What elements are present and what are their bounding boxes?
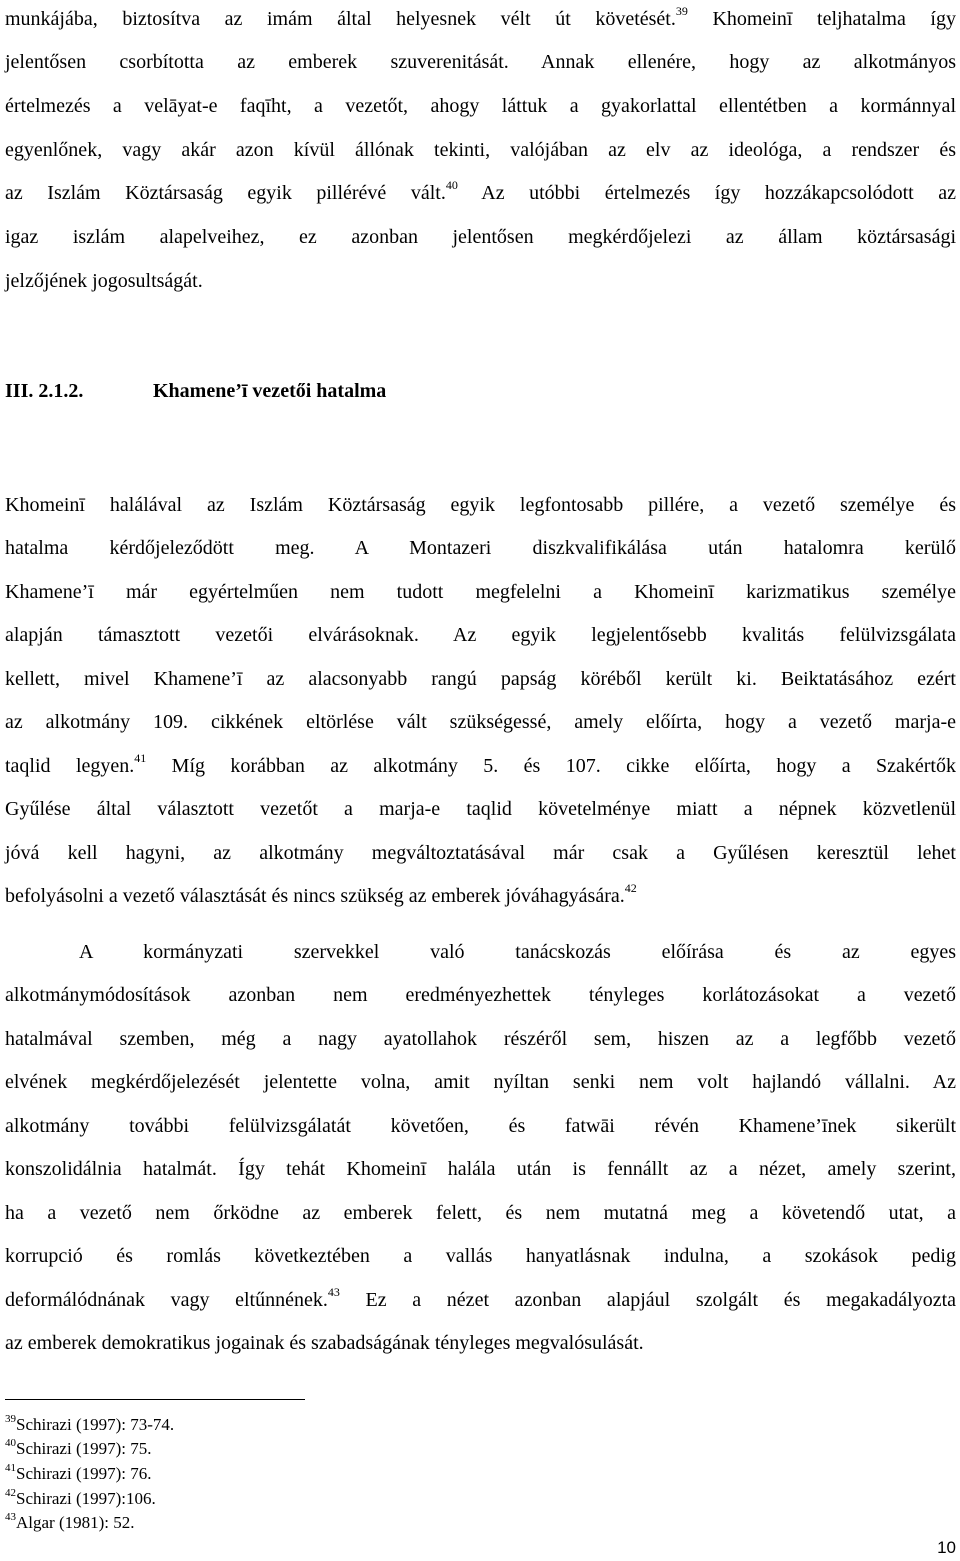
- footnote-ref[interactable]: 40: [445, 178, 458, 192]
- footnote-number: 42: [5, 1487, 16, 1499]
- footnote-ref[interactable]: 39: [675, 4, 688, 18]
- text-run: munkájába, biztosítva az imám által helyesnek vélt út követését.: [5, 8, 676, 30]
- body-line: ha a vezető nem őrködne az emberek felett, és nem mutatná meg a követendő utat, a: [5, 1202, 956, 1224]
- footnote-text: Schirazi (1997): 73-74.: [16, 1415, 175, 1434]
- footnote-number: 41: [5, 1462, 16, 1474]
- body-line: hatalma kérdőjeleződött meg. A Montazeri diszkvalifikálása után hatalomra kerülő: [5, 537, 956, 559]
- footnote: [5, 1488, 156, 1510]
- body-line: alkotmánymódosítások azonban nem eredményezhettek tényleges korlátozásokat a vezető: [5, 984, 956, 1006]
- body-line: alapján támasztott vezetői elvárásoknak. Az egyik legjelentősebb kvalitás felülvizsgálata: [5, 624, 956, 646]
- text-run: befolyásolni a vezető választását és nincs szükség az emberek jóváhagyására.: [5, 885, 625, 907]
- text-run: deformálódnának vagy eltűnnének.: [5, 1289, 328, 1311]
- footnote-number: 40: [5, 1437, 16, 1449]
- body-line: Khamene’ī már egyértelműen nem tudott megfelelni a Khomeinī karizmatikus személye: [5, 581, 956, 603]
- body-line: jóvá kell hagyni, az alkotmány megváltoztatásával már csak a Gyűlésen keresztül lehet: [5, 842, 956, 864]
- body-line: egyenlőnek, vagy akár azon kívül állónak tekinti, valójában az elv az ideológa, a rendszer és: [5, 139, 956, 161]
- body-line: konszolidálnia hatalmát. Így tehát Khomeinī halála után is fennállt az a nézet, amely szerint,: [5, 1158, 956, 1180]
- text-run: Khomeinī teljhatalma így: [687, 8, 956, 30]
- text-run: Az utóbbi értelmezés így hozzákapcsolódott az: [457, 182, 956, 204]
- body-line: kellett, mivel Khamene’ī az alacsonyabb rangú papság köréből került ki. Beiktatásához ezért: [5, 668, 956, 690]
- body-line: [5, 1287, 956, 1313]
- body-line: alkotmány további felülvizsgálatát követően, és fatwāi révén Khamene’īnek sikerült: [5, 1115, 956, 1137]
- body-line: [5, 180, 956, 206]
- footnote: [5, 1512, 135, 1534]
- body-line: értelmezés a velāyat-e faqīht, a vezetőt, ahogy láttuk a gyakorlattal ellentétben a kormánnyal: [5, 95, 956, 117]
- body-line: hatalmával szemben, még a nagy ayatollahok részéről sem, hiszen az a legfőbb vezető: [5, 1028, 956, 1050]
- footnote-text: Schirazi (1997):106.: [16, 1489, 156, 1508]
- body-line: igaz iszlám alapelveihez, ez azonban jelentősen megkérdőjelezi az állam köztársasági: [5, 226, 956, 248]
- footnote-ref[interactable]: 42: [624, 881, 637, 895]
- body-line: [5, 883, 956, 909]
- text-run: taqlid legyen.: [5, 755, 135, 777]
- body-line: az emberek demokratikus jogainak és szabadságának tényleges megvalósulását.: [5, 1332, 644, 1354]
- footnote-text: Algar (1981): 52.: [16, 1513, 135, 1532]
- section-heading: [5, 378, 386, 404]
- body-line: jelzőjének jogosultságát.: [5, 270, 203, 292]
- body-line: A kormányzati szervekkel való tanácskozás előírása és az egyes: [79, 941, 956, 963]
- section-number: III. 2.1.2.: [5, 380, 84, 402]
- body-line: [5, 753, 956, 779]
- text-run: az Iszlám Köztársaság egyik pillérévé vált.: [5, 182, 446, 204]
- section-title: Khamene’ī vezetői hatalma: [153, 380, 387, 402]
- body-line: Khomeinī halálával az Iszlám Köztársaság egyik legfontosabb pillére, a vezető személye és: [5, 494, 956, 516]
- footnote-ref[interactable]: 41: [134, 751, 147, 765]
- footnote: [5, 1438, 152, 1460]
- body-line: [5, 6, 956, 32]
- footnote-number: 39: [5, 1413, 16, 1425]
- text-run: Míg korábban az alkotmány 5. és 107. cikke előírta, hogy a Szakértők: [146, 755, 956, 777]
- text-run: Ez a nézet azonban alapjául szolgált és megakadályozta: [339, 1289, 957, 1311]
- footnote: [5, 1414, 174, 1436]
- body-line: korrupció és romlás következtében a vallás hanyatlásnak indulna, a szokások pedig: [5, 1245, 956, 1267]
- footnote: [5, 1463, 152, 1485]
- footnote-ref[interactable]: 43: [327, 1285, 340, 1299]
- body-line: az alkotmány 109. cikkének eltörlése vált szükségessé, amely előírta, hogy a vezető marja-e: [5, 711, 956, 733]
- page-number: 10: [937, 1538, 956, 1557]
- footnote-text: Schirazi (1997): 75.: [16, 1439, 152, 1458]
- body-line: elvének megkérdőjelezését jelentette volna, amit nyíltan senki nem volt hajlandó vállalni. Az: [5, 1071, 956, 1093]
- body-line: jelentősen csorbította az emberek szuverenitását. Annak ellenére, hogy az alkotmányos: [5, 51, 956, 73]
- footnote-separator: [5, 1399, 305, 1400]
- footnote-text: Schirazi (1997): 76.: [16, 1464, 152, 1483]
- body-line: Gyűlése által választott vezetőt a marja-e taqlid követelménye miatt a népnek közvetlenül: [5, 798, 956, 820]
- footnote-number: 43: [5, 1511, 16, 1523]
